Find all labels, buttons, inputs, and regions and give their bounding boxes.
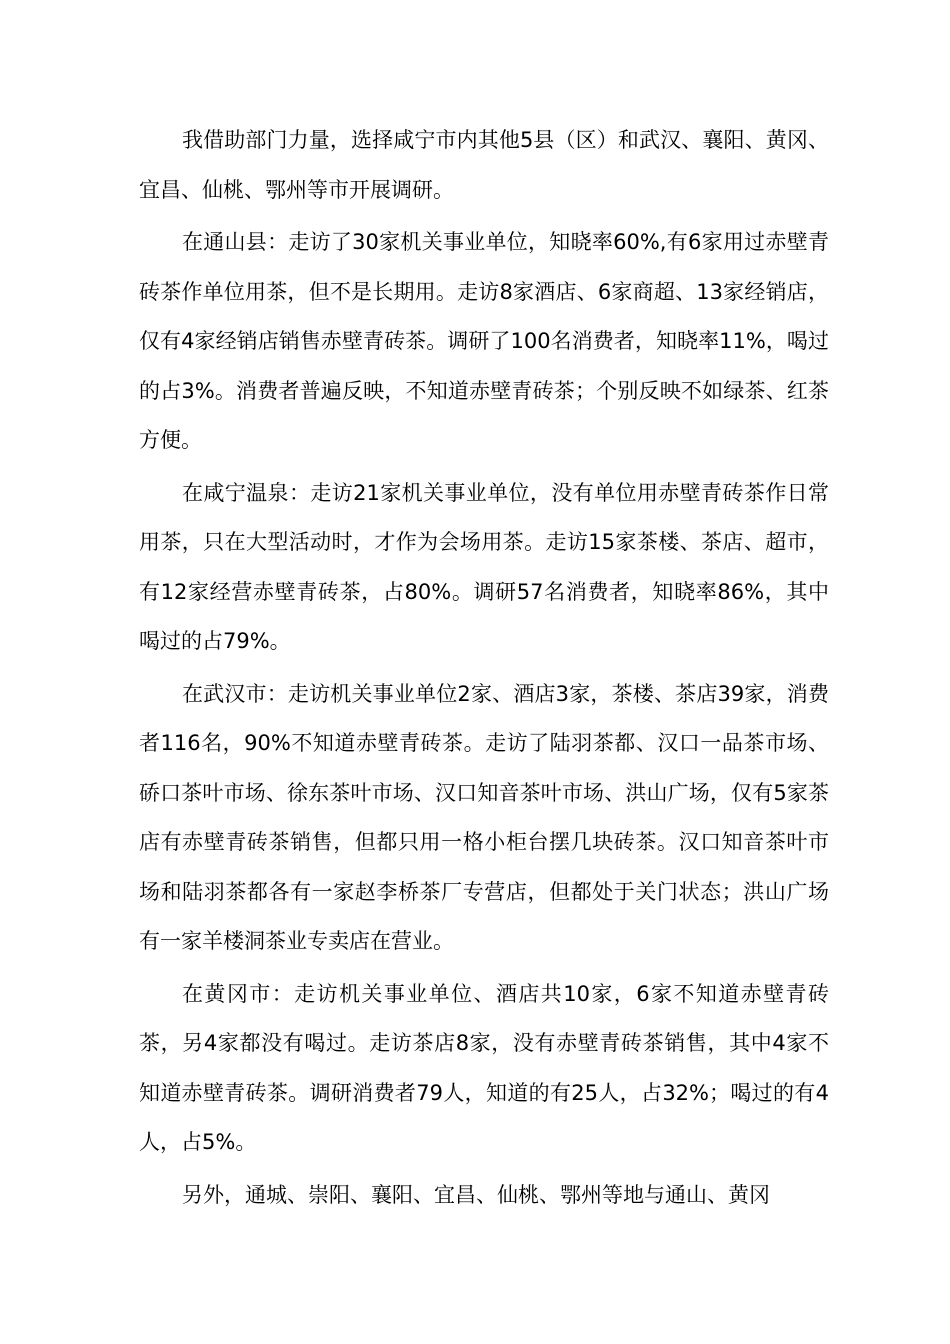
paragraph-huanggang: 在黄冈市：走访机关事业单位、酒店共10家，6家不知道赤壁青砖茶，另4家都没有喝过。走访茶店8家，没有赤壁青砖茶销售，其中4家不知道赤壁青砖茶。调研消费者79人，知道的有25人，占32%；喝过的有4人，占5%。 (139, 981, 829, 1154)
paragraph-tongshan: 在通山县：走访了30家机关事业单位，知晓率60%,有6家用过赤壁青砖茶作单位用茶，但不是长期用。走访8家酒店、6家商超、13家经销店，仅有4家经销店销售赤壁青砖茶。调研了100名消费者，知晓率11%，喝过的占3%。消费者普遍反映，不知道赤壁青砖茶；个别反映不如绿茶、红茶方便。 (139, 230, 829, 452)
paragraph-other-regions: 另外，通城、崇阳、襄阳、宜昌、仙桃、鄂州等地与通山、黄冈 (182, 1182, 770, 1207)
paragraph-xianning-wenquan: 在咸宁温泉：走访21家机关事业单位，没有单位用赤壁青砖茶作日常用茶，只在大型活动时，才作为会场用茶。走访15家茶楼、茶店、超市，有12家经营赤壁青砖茶，占80%。调研57名消费者，知晓率86%，其中喝过的占79%。 (139, 480, 829, 653)
document-body (139, 116, 829, 1220)
paragraph-intro: 我借助部门力量，选择咸宁市内其他5县（区）和武汉、襄阳、黄冈、宜昌、仙桃、鄂州等市开展调研。 (139, 128, 829, 202)
paragraph-wuhan: 在武汉市：走访机关事业单位2家、酒店3家，茶楼、茶店39家，消费者116名，90%不知道赤壁青砖茶。走访了陆羽茶都、汉口一品茶市场、硚口茶叶市场、徐东茶叶市场、汉口知音茶叶市场、洪山广场，仅有5家茶店有赤壁青砖茶销售，但都只用一格小柜台摆几块砖茶。汉口知音茶叶市场和陆羽茶都各有一家赵李桥茶厂专营店，但都处于关门状态；洪山广场有一家羊楼洞茶业专卖店在营业。 (139, 681, 829, 953)
